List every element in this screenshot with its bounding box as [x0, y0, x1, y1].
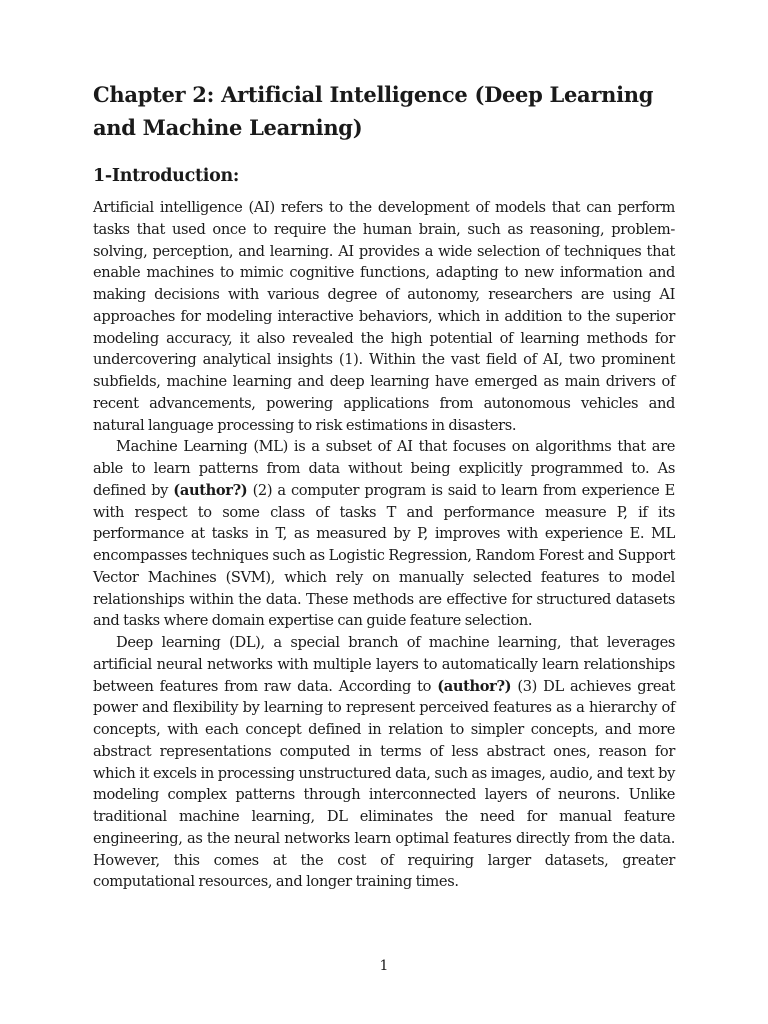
paragraph-text: (2) a computer program is said to learn from experience E with respect to some class of tasks T and performance measure P, if its performance at tasks in T, as measured by P, improves with experience E. ML encompasses techniques such as Logistic Regression, Random Forest and Support Vector Machines (SVM), which rely on manually selected features to model relationships within the data. These methods are effective for structured datasets and tasks where domain expertise can guide feature selection. — [93, 481, 675, 630]
document-page — [93, 78, 675, 893]
chapter-title: Chapter 2: Artificial Intelligence (Deep Learning and Machine Learning) — [93, 82, 654, 140]
page-number: 1 — [379, 958, 389, 974]
paragraph-text: Deep learning (DL), a special branch of machine learning, that leverages artificial neural networks with multiple layers to automatically learn relationships between features from raw data. According to — [93, 634, 675, 695]
paragraph-machine-learning — [93, 436, 675, 632]
paragraph-intro: Artificial intelligence (AI) refers to the development of models that can perform tasks that used once to require the human brain, such as reasoning, problem-solving, perception, and learning. AI provides a wide selection of techniques that enable machines to mimic cognitive functions, adapting to new information and making decisions with various degree of autonomy, researchers are using AI approaches for modeling interactive behaviors, which in addition to the superior modeling accuracy, it also revealed the high potential of learning methods for undercovering analytical insights (1). Within the vast field of AI, two prominent subfields, machine learning and deep learning have emerged as main drivers of recent advancements, powering applications from autonomous vehicles and natural language processing to risk estimations in disasters. — [93, 199, 675, 434]
paragraph-text: (3) DL achieves great power and flexibility by learning to represent perceived features as a hierarchy of concepts, with each concept defined in relation to simpler concepts, and more abstract representations computed in terms of less abstract ones, reason for which it excels in processing unstructured data, such as images, audio, and text by modeling complex patterns through interconnected layers of neurons. Unlike traditional machine learning, DL eliminates the need for manual feature engineering, as the neural networks learn optimal features directly from the data. However, this comes at the cost of requiring larger datasets, greater computational resources, and longer training times. — [93, 677, 675, 891]
section-title: 1-Introduction: — [93, 166, 240, 186]
citation-author-placeholder: (author?) — [437, 677, 512, 695]
citation-author-placeholder: (author?) — [173, 481, 248, 499]
paragraph-deep-learning — [93, 632, 675, 893]
paragraph-text: Machine Learning (ML) is a subset of AI that focuses on algorithms that are able to learn patterns from data without being explicitly programmed to. As defined by — [93, 438, 675, 499]
